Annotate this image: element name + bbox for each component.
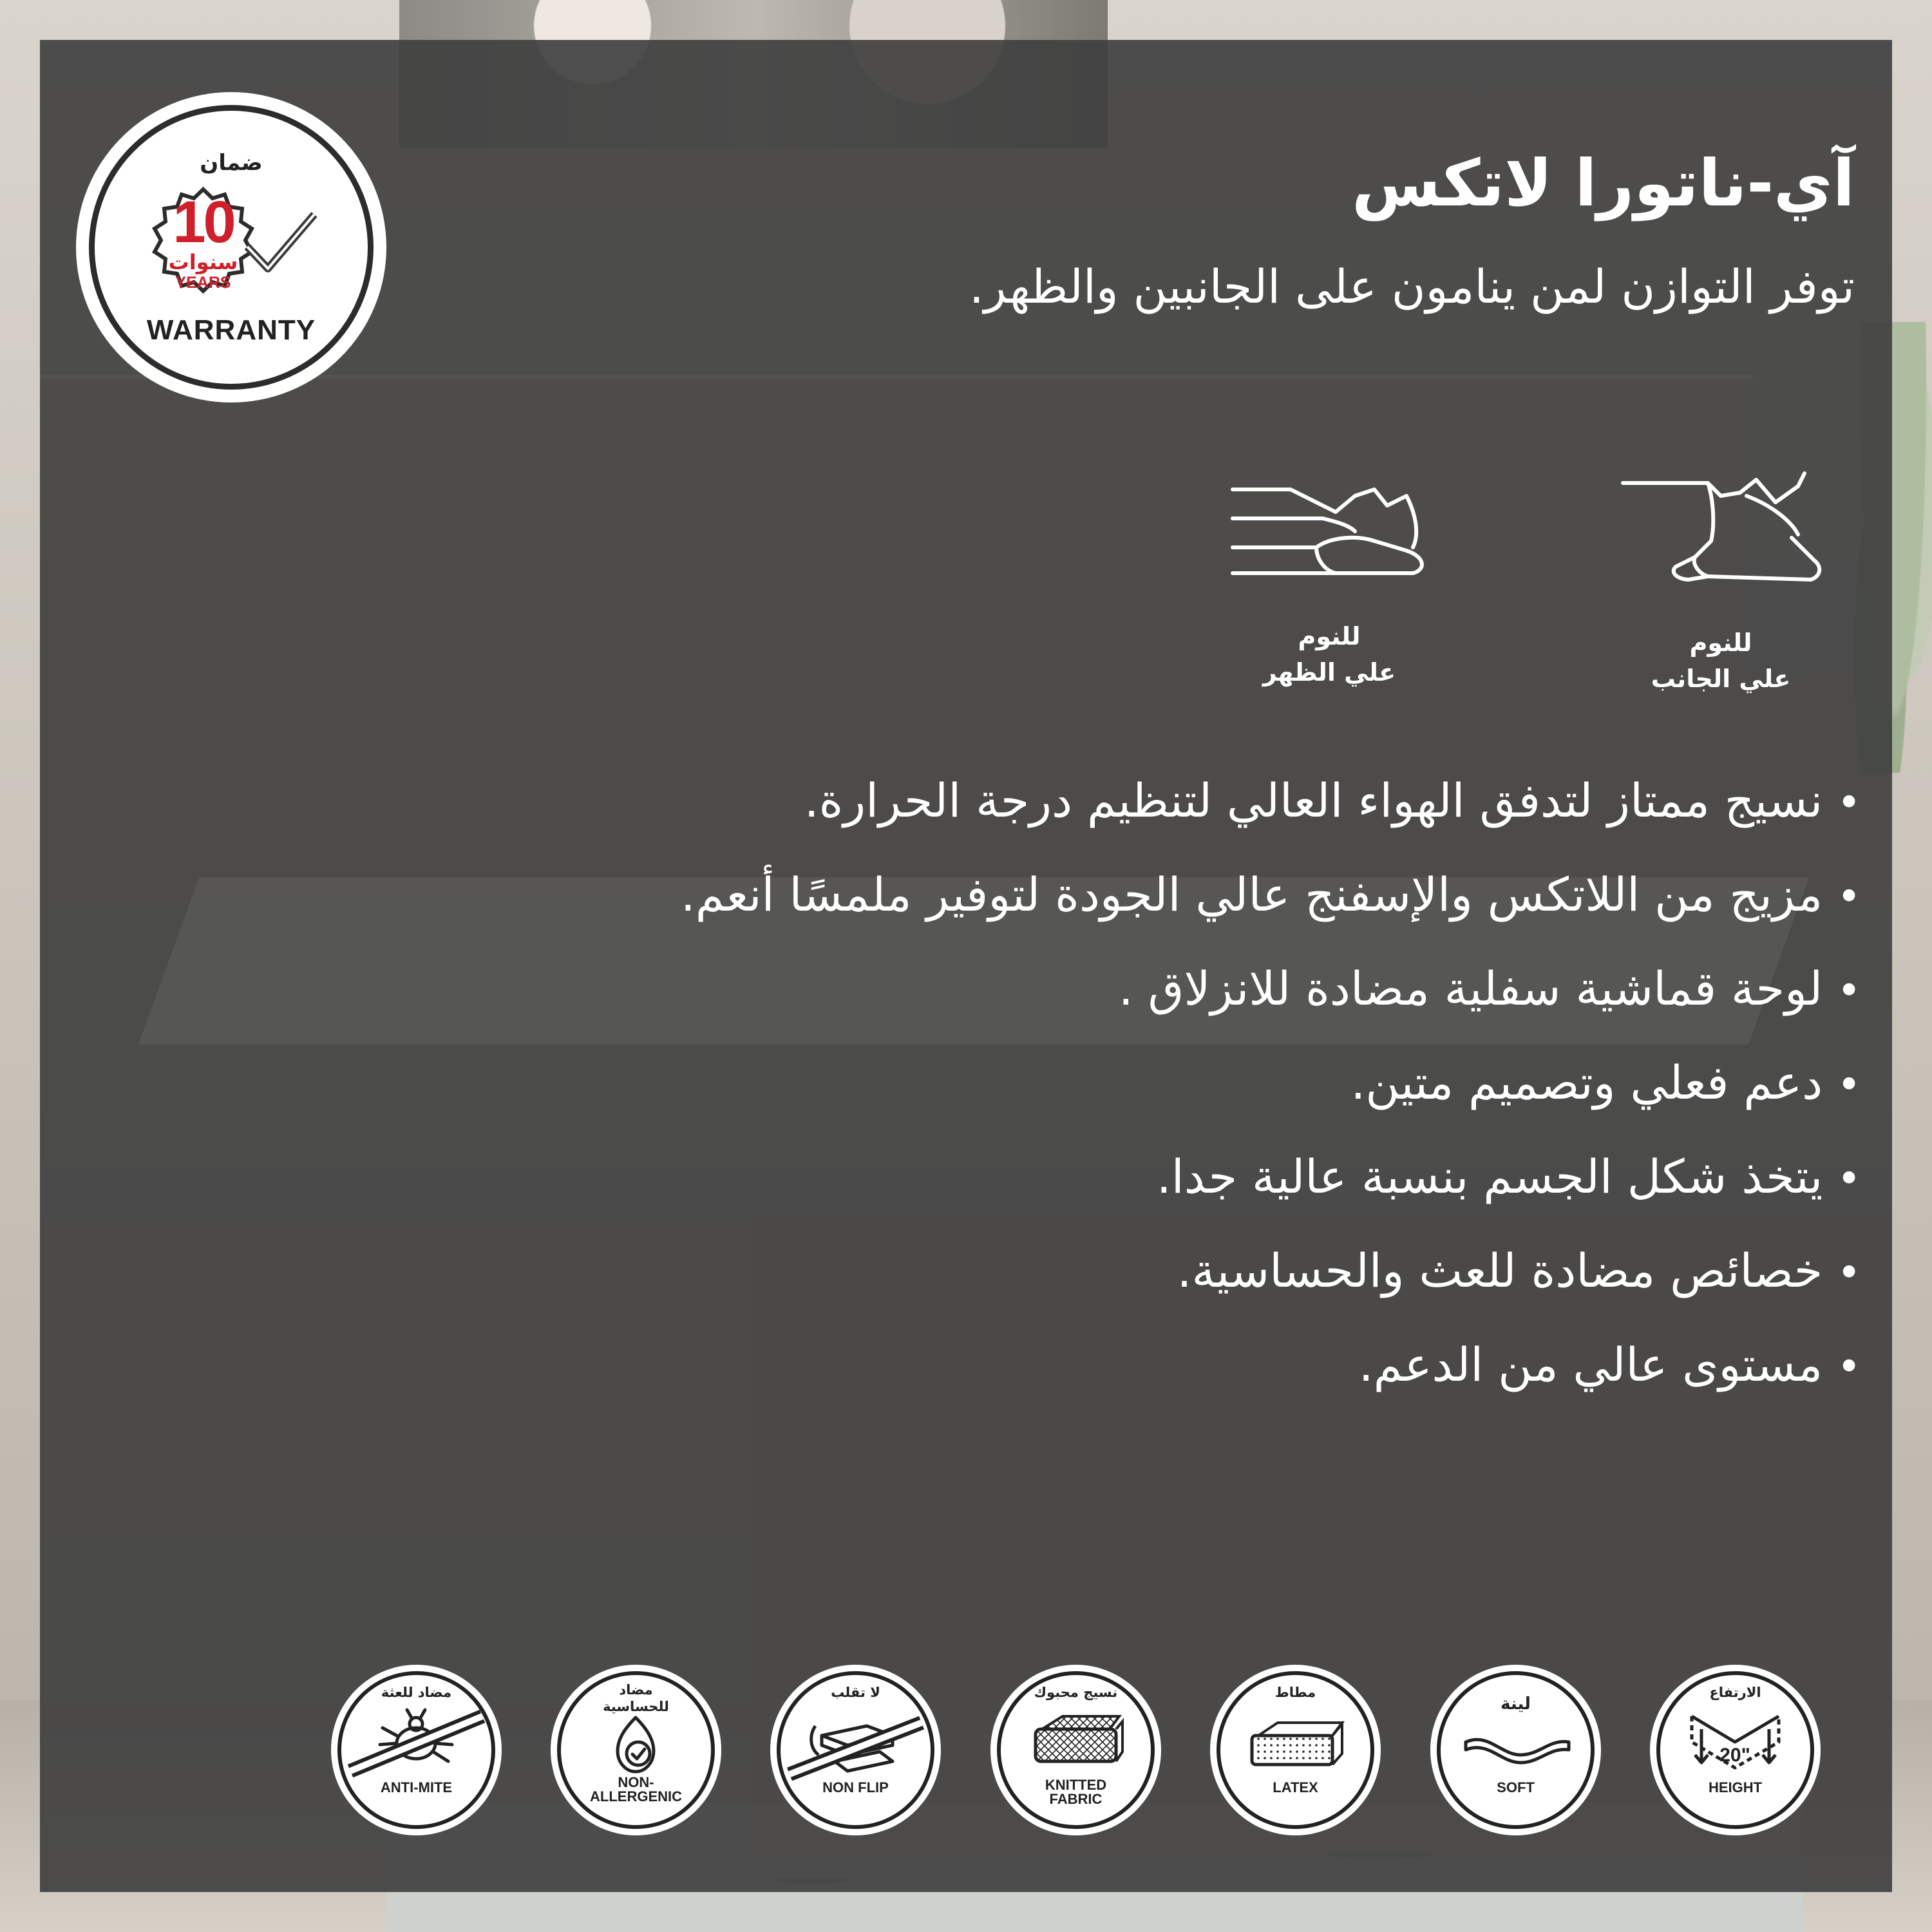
feature-text: لوحة قماشية سفلية مضادة للانزلاق .: [1118, 961, 1823, 1016]
list-item: [380, 848, 1861, 942]
knitted-fabric-arabic: نسيج محبوك: [1034, 1685, 1118, 1700]
list-item: [380, 1130, 1861, 1224]
side-sleeper-icon: [1618, 470, 1824, 592]
warranty-english-label: WARRANTY: [146, 314, 316, 346]
side-sleeper-line1: للنوم: [1689, 629, 1752, 657]
badge-arabic-label: ضمان: [200, 150, 263, 176]
bullet-icon: •: [1837, 1061, 1861, 1109]
product-subtitle: توفر التوازن لمن ينامون على الجانبين والظهر.: [969, 260, 1855, 314]
list-item: [380, 1036, 1861, 1130]
back-sleeper-line2: علي الظهر: [1262, 658, 1396, 687]
list-item: [380, 753, 1861, 848]
soft-english: SOFT: [1497, 1779, 1535, 1795]
knitted-fabric-english-line1: KNITTED: [1045, 1777, 1107, 1793]
knitted-fabric-english-line2: FABRIC: [1049, 1791, 1103, 1807]
bullet-icon: •: [1837, 873, 1861, 921]
latex-badge: [1210, 1665, 1381, 1835]
warranty-english-years: YEARS: [175, 274, 231, 292]
product-title: آي-ناتورا لاتكس: [1352, 146, 1855, 221]
bullet-icon: •: [1837, 779, 1861, 827]
side-sleeper: [1618, 470, 1824, 697]
non-flip-english: NON FLIP: [822, 1779, 889, 1795]
knitted-fabric-badge: [990, 1665, 1161, 1835]
latex-english: LATEX: [1273, 1779, 1318, 1795]
checkmark-icon: [242, 207, 319, 278]
bullet-icon: •: [1837, 1155, 1861, 1203]
side-sleeper-line2: علي الجانب: [1651, 665, 1791, 693]
anti-mite-english: ANTI-MITE: [380, 1779, 453, 1795]
feature-text: مزيج من اللاتكس والإسفنج عالي الجودة لتوفير ملمسًا أنعم.: [680, 867, 1823, 922]
non-allergenic-arabic-line2: للحساسية: [603, 1699, 669, 1714]
soft-icon: [1430, 1665, 1601, 1835]
feature-text: دعم فعلي وتصميم متين.: [1350, 1056, 1823, 1110]
anti-mite-badge: [331, 1665, 502, 1835]
list-item: [380, 942, 1861, 1036]
bullet-icon: •: [1837, 967, 1861, 1015]
height-arabic: الارتفاع: [1709, 1685, 1761, 1700]
non-allergenic-badge: [551, 1665, 721, 1835]
non-allergenic-english-line2: ALLERGENIC: [590, 1788, 682, 1804]
non-flip-arabic: لا تقلب: [831, 1685, 880, 1700]
non-allergenic-english-line1: NON-: [618, 1774, 654, 1790]
list-item: [380, 1224, 1861, 1318]
back-sleeper: [1226, 477, 1432, 690]
height-measure: 20": [1719, 1745, 1750, 1766]
bullet-icon: •: [1837, 1249, 1861, 1297]
warranty-badge: [76, 92, 386, 402]
warranty-arabic-years: سنوات: [168, 250, 238, 274]
feature-list: [380, 753, 1861, 1412]
anti-mite-arabic: مضاد للعثة: [381, 1685, 452, 1700]
feature-text: خصائص مضادة للعث والحساسية.: [1177, 1244, 1823, 1298]
back-sleeper-icon: [1226, 477, 1432, 586]
non-allergenic-arabic-line1: مضاد: [619, 1682, 653, 1698]
non-flip-badge: [770, 1665, 941, 1835]
height-badge: [1650, 1665, 1821, 1835]
height-english: HEIGHT: [1708, 1779, 1763, 1795]
bullet-icon: •: [1837, 1343, 1861, 1391]
back-sleeper-line1: للنوم: [1298, 622, 1361, 650]
list-item: [380, 1318, 1861, 1412]
feature-text: نسيج ممتاز لتدفق الهواء العالي لتنظيم درجة الحرارة.: [804, 773, 1823, 828]
soft-arabic: لينة: [1501, 1694, 1531, 1714]
warranty-years-number: 10: [173, 189, 234, 255]
soft-badge: [1430, 1665, 1601, 1835]
feature-icon-row: [331, 1665, 1825, 1835]
feature-text: يتخذ شكل الجسم بنسبة عالية جدا.: [1156, 1150, 1823, 1204]
feature-text: مستوى عالي من الدعم.: [1358, 1338, 1823, 1392]
latex-arabic: مطاط: [1274, 1685, 1316, 1700]
